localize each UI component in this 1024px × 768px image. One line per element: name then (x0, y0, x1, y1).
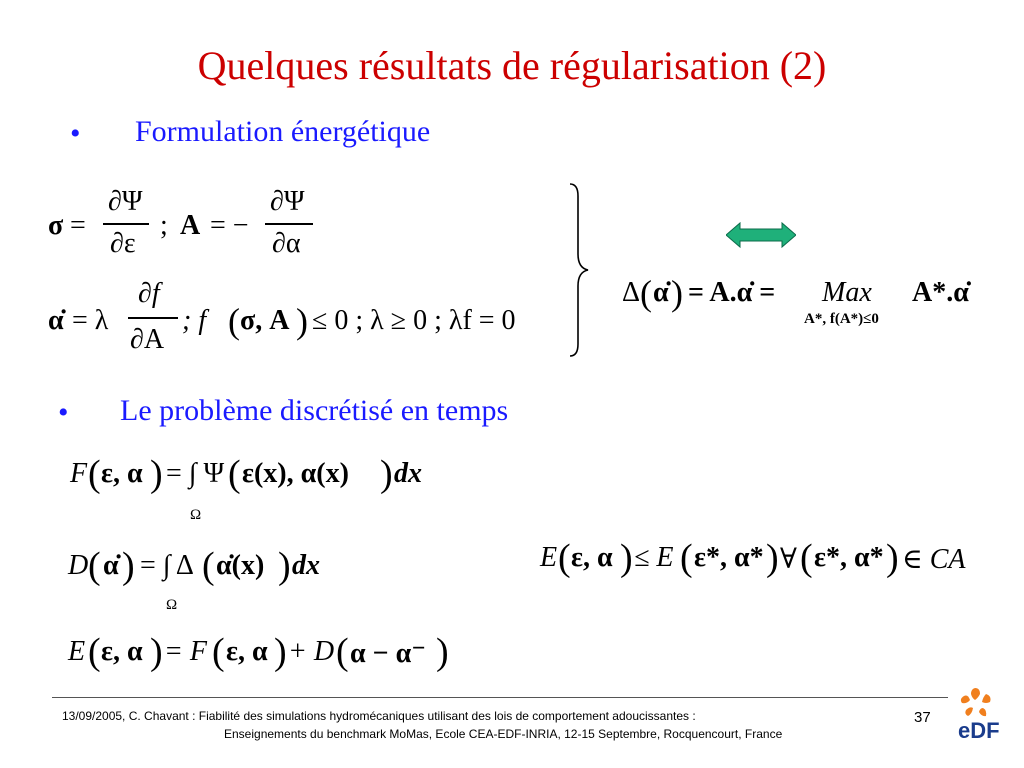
paren-open: ( (228, 301, 240, 341)
eq-D-dx: dx (292, 550, 320, 581)
eq-alphadot: α̇ (48, 305, 64, 336)
eq-equals: = (70, 210, 86, 241)
paren-open: ( (212, 631, 225, 673)
eq-max-subscript: A*, f(A*)≤0 (804, 311, 879, 327)
eq-num-df: ∂f (138, 278, 160, 309)
eq-den-dalpha: ∂α (272, 228, 301, 259)
bullet-marker: • (70, 117, 81, 150)
paren-close: ) (274, 631, 287, 673)
paren-open: ( (88, 545, 101, 587)
fraction-bar (103, 223, 149, 225)
paren-close: ) (886, 537, 899, 579)
paren-close: ) (278, 545, 291, 587)
slide-title: Quelques résultats de régularisation (2) (197, 43, 827, 88)
bullet-formulation: Formulation énergétique (135, 115, 431, 148)
paren-open: ( (228, 453, 241, 495)
eq-ineq-args3: ε*, α* (814, 542, 884, 573)
eq-F-args: ε, α (101, 458, 143, 489)
eq-den-dA: ∂A (130, 324, 165, 355)
eq-ineq-forall: ∀ (780, 544, 797, 575)
eq-E-eq: = F (164, 636, 207, 667)
eq-F-integrand: ε(x), α(x) (242, 458, 349, 489)
bullet-marker: • (58, 396, 69, 429)
eq-E-args2: ε, α (226, 636, 268, 667)
eq-D-eq: = ∫ Δ (140, 550, 194, 581)
eq-sigma-A: σ, A (240, 305, 290, 336)
paren-close: ) (122, 545, 135, 587)
paren-open: ( (680, 537, 693, 579)
eq-den-deps: ∂ε (110, 228, 136, 259)
edf-logo-text: eDF (958, 718, 1000, 743)
eq-D-omega: Ω (166, 597, 178, 613)
paren-open: ( (88, 631, 101, 673)
eq-A: A (180, 210, 201, 241)
eq-F-omega: Ω (190, 507, 202, 523)
eq-max-body: A*.α̇ (912, 277, 969, 308)
fraction-bar (265, 223, 313, 225)
eq-max: Max (822, 277, 872, 308)
paren-close: ) (150, 453, 163, 495)
eq-f: ; f (182, 305, 207, 336)
bullet-discretized: Le problème discrétisé en temps (120, 394, 509, 427)
eq-F-dx: dx (394, 458, 422, 489)
paren-open: ( (336, 631, 349, 673)
eq-equals-minus: = − (210, 210, 249, 241)
paren-open: ( (202, 545, 215, 587)
page-number: 37 (914, 709, 931, 726)
footer-divider (52, 697, 948, 698)
footer-line-2: Enseignements du benchmark MoMas, Ecole CEA-EDF-INRIA, 12-15 Septembre, Rocquencourt, France (224, 727, 783, 741)
eq-delta: Δ (622, 277, 641, 308)
paren-close: ) (766, 537, 779, 579)
eq-D-integrand: α̇(x) (216, 550, 265, 581)
eq-sigma: σ (48, 210, 64, 241)
edf-logo-icon (956, 686, 996, 722)
eq-ineq-args2: ε*, α* (694, 542, 764, 573)
paren-open: ( (558, 537, 571, 579)
eq-F: F (70, 458, 88, 489)
eq-eq-lambda: = λ (72, 305, 109, 336)
eq-semicolon: ; (160, 210, 168, 241)
eq-constraints: ≤ 0 ; λ ≥ 0 ; λf = 0 (312, 305, 516, 336)
eq-num-dpsi: ∂Ψ (108, 186, 143, 217)
eq-ineq-in: ∈ CA (902, 544, 966, 575)
eq-ineq-E: E (540, 542, 558, 573)
footer-line-1: 13/09/2005, C. Chavant : Fiabilité des simulations hydromécaniques utilisant des lois de comportement adoucissantes : (62, 709, 696, 723)
paren-open: ( (640, 273, 652, 313)
eq-E-args3: α − α⁻ (350, 638, 426, 669)
paren-close: ) (620, 537, 633, 579)
paren-close: ) (671, 273, 683, 313)
right-brace (566, 182, 592, 358)
paren-open: ( (800, 537, 813, 579)
eq-D: D (68, 550, 89, 581)
paren-close: ) (150, 631, 163, 673)
eq-D-args: α̇ (103, 550, 119, 581)
eq-E-plus: + D (288, 636, 335, 667)
paren-open: ( (88, 453, 101, 495)
double-arrow-icon (726, 221, 796, 249)
eq-ineq-le: ≤ E (634, 542, 674, 573)
paren-close: ) (436, 631, 449, 673)
eq-delta-rhs: = A.α̇ = (688, 277, 776, 308)
eq-delta-arg: α̇ (653, 277, 669, 308)
eq-E-args: ε, α (101, 636, 143, 667)
fraction-bar (128, 317, 178, 319)
eq-ineq-args: ε, α (571, 542, 613, 573)
eq-E: E (68, 636, 86, 667)
paren-close: ) (380, 453, 393, 495)
paren-close: ) (296, 301, 308, 341)
eq-F-eq: = ∫ Ψ (166, 458, 225, 489)
eq-num-dpsi-2: ∂Ψ (270, 186, 305, 217)
